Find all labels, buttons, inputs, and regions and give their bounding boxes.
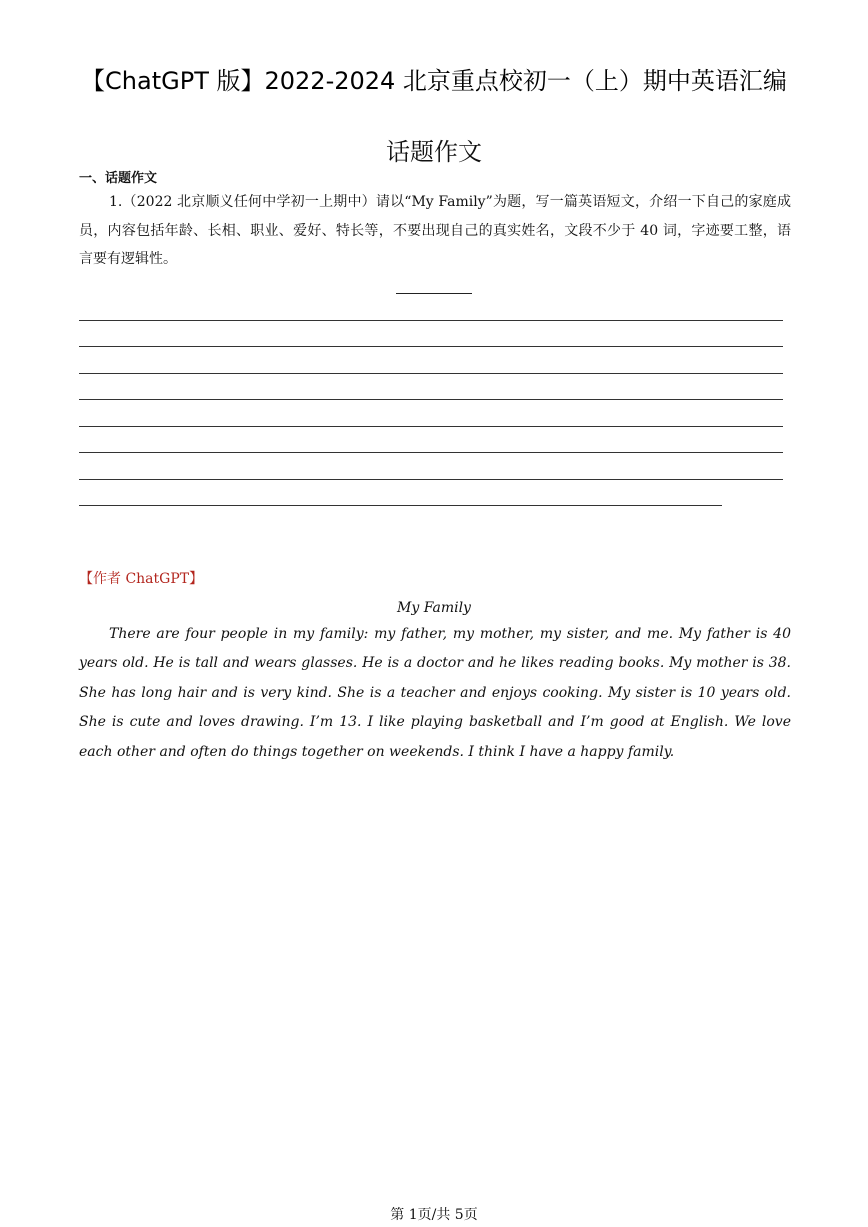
document-title: 【ChatGPT 版】2022-2024 北京重点校初一（上）期中英语汇编 [81, 67, 787, 95]
page-footer: 第 1页/共 5页 [390, 1207, 478, 1223]
writing-line [79, 346, 783, 347]
writing-line [79, 479, 783, 480]
essay-body: There are four people in my family: my father, my mother, my sister, and me. My father is 40 years old. He is tall and wears glasses. He is a doctor and he likes reading books. My mother is 38. She has long hair and is very kind. She is a teacher and enjoys cooking. My sister is 10 years old. She is cute and loves drawing. I’m 13. I like playing basketball and I’m good at English. We love each other and often do things together on weekends. I think I have a happy family. [79, 626, 791, 760]
writing-line [79, 373, 783, 374]
writing-line [79, 452, 783, 453]
document-subtitle: 话题作文 [386, 138, 482, 166]
writing-line [79, 505, 722, 506]
essay-title: My Family [397, 600, 471, 616]
essay-title-blank [396, 293, 472, 294]
writing-line [79, 426, 783, 427]
writing-line [79, 320, 783, 321]
answer-author: 【作者 ChatGPT】 [79, 571, 204, 587]
writing-line [79, 399, 783, 400]
section-heading: 一、话题作文 [79, 171, 158, 186]
question-text: 1.（2022 北京顺义任何中学初一上期中）请以“My Family”为题，写一篇英语短文，介绍一下自己的家庭成员，内容包括年龄、长相、职业、爱好、特长等，不要出现自己的真实姓名，文段不少于 40 词，字迹要工整，语言要有逻辑性。 [79, 194, 791, 267]
